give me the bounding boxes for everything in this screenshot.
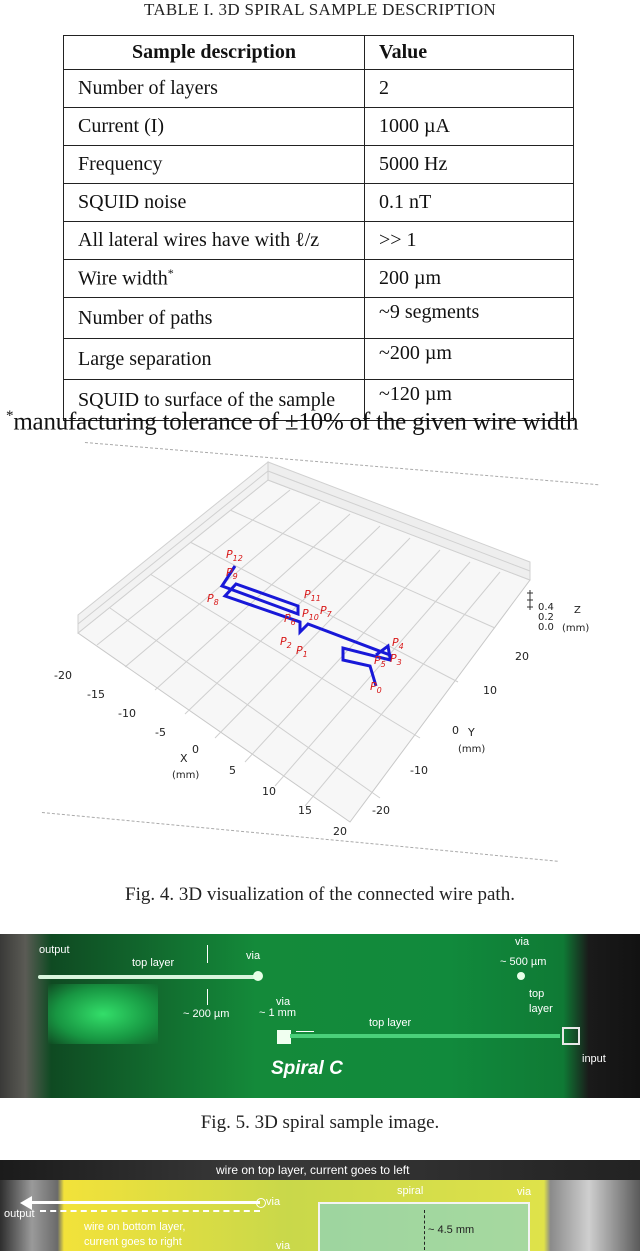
footnote-mark: *	[6, 408, 14, 424]
label-bottom-note-1: wire on bottom layer,	[84, 1221, 186, 1233]
label-via: via	[246, 950, 261, 962]
dimension-arrow-bottom	[207, 989, 208, 1005]
x-tick: 0	[192, 743, 199, 756]
label-top-note: wire on top layer, current goes to left	[216, 1163, 410, 1177]
label-via-mid: via	[276, 996, 291, 1008]
x-tick: 10	[262, 785, 276, 798]
row-value: >> 1	[365, 222, 574, 260]
spiral-current-photo	[0, 1160, 640, 1251]
row-label: Frequency	[64, 146, 365, 184]
label-top-layer: top layer	[132, 957, 175, 969]
z-axis-labels	[538, 602, 589, 634]
y-tick: -10	[410, 764, 428, 777]
x-axis-label: X	[180, 752, 188, 765]
y-tick: 20	[515, 650, 529, 663]
label-via-bottom: via	[276, 1240, 291, 1251]
row-label: SQUID to surface of the sample	[64, 380, 365, 421]
table-row	[64, 70, 574, 108]
point-label-p4: $P_4$	[392, 636, 404, 651]
row-value: 2	[365, 70, 574, 108]
top-layer-wire-mid	[290, 1034, 560, 1038]
point-label-p11: $P_{11}$	[304, 588, 321, 603]
label-via-mid-size: ~ 1 mm	[259, 1007, 296, 1019]
row-value: ~200 µm	[365, 339, 574, 380]
row-label	[64, 260, 365, 298]
x-tick: -10	[118, 707, 136, 720]
point-label-p12: $P_{12}$	[226, 548, 243, 563]
dimension-arrow-top	[207, 945, 208, 963]
input-pad	[562, 1027, 580, 1045]
footnote-marker: *	[167, 266, 174, 281]
label-spiral-name: Spiral C	[271, 1058, 343, 1079]
x-axis-unit: (mm)	[172, 770, 200, 781]
x-tick: -20	[54, 669, 72, 682]
row-label-text: Wire width	[78, 267, 168, 290]
row-label: All lateral wires have with ℓ/z	[64, 222, 365, 260]
point-label-p7: $P_7$	[320, 604, 332, 619]
label-size: ~ 4.5 mm	[428, 1224, 475, 1236]
y-axis-label: Y	[468, 726, 475, 739]
table-row	[64, 298, 574, 339]
footnote-text: manufacturing tolerance of ±10% of the given wire width	[13, 408, 579, 436]
top-layer-wire	[30, 1201, 260, 1204]
glow-region	[48, 984, 158, 1044]
label-top: top	[529, 988, 545, 1000]
label-bottom-note-2: current goes to right	[84, 1236, 182, 1248]
dimension-arrow-mid	[296, 1031, 314, 1032]
label-top-layer-mid: top layer	[369, 1017, 412, 1029]
z-tick: 0.0	[538, 622, 554, 633]
y-tick: 0	[452, 724, 459, 737]
y-axis-unit: (mm)	[458, 744, 486, 755]
y-tick: -20	[372, 804, 390, 817]
label-via-right-size: ~ 500 µm	[500, 956, 547, 968]
y-tick: 10	[483, 684, 497, 697]
header-cell: Sample description	[64, 36, 365, 70]
table-header-row	[64, 36, 574, 70]
header-cell: Value	[365, 36, 574, 70]
size-dimension-line	[424, 1210, 426, 1250]
table-row	[64, 222, 574, 260]
bottom-layer-wire	[40, 1210, 260, 1212]
spiral-sample-photo	[0, 934, 640, 1098]
z-axis-label: Z	[574, 605, 581, 616]
table-row	[64, 260, 574, 298]
point-label-p1: $P_1$	[296, 644, 308, 659]
row-label: SQUID noise	[64, 184, 365, 222]
point-label-p2: $P_2$	[280, 635, 292, 650]
row-label: Large separation	[64, 339, 365, 380]
table-row	[64, 184, 574, 222]
row-value: ~120 µm	[365, 380, 574, 421]
x-tick: 20	[333, 825, 347, 838]
row-value: 1000 µA	[365, 108, 574, 146]
z-tick: 0.2	[538, 612, 554, 623]
row-value: 0.1 nT	[365, 184, 574, 222]
row-label: Number of layers	[64, 70, 365, 108]
table-row	[64, 339, 574, 380]
label-output: output	[39, 944, 70, 956]
table-footnote	[6, 408, 578, 436]
via-right-dot	[517, 972, 525, 980]
z-axis-ticks	[527, 590, 533, 610]
point-label-p10: $P_{10}$	[302, 607, 319, 622]
row-value: 200 µm	[365, 260, 574, 298]
point-label-p0: $P_0$	[370, 680, 382, 695]
row-value: 5000 Hz	[365, 146, 574, 184]
point-label-p6: $P_6$	[284, 612, 296, 627]
label-spiral: spiral	[397, 1185, 424, 1197]
via-left-dot	[253, 971, 263, 981]
row-label: Number of paths	[64, 298, 365, 339]
table-row	[64, 146, 574, 184]
z-axis-unit: (mm)	[562, 623, 590, 634]
label-input: input	[582, 1053, 606, 1065]
label-via-right: via	[517, 1186, 532, 1198]
figure-5-caption: Fig. 5. 3D spiral sample image.	[200, 1112, 440, 1133]
row-value: ~9 segments	[365, 298, 574, 339]
figure-4-caption: Fig. 4. 3D visualization of the connected wire path.	[125, 884, 515, 905]
x-tick: -5	[155, 726, 166, 739]
z-tick: 0.4	[538, 602, 554, 613]
table-row	[64, 108, 574, 146]
table-title: TABLE I. 3D SPIRAL SAMPLE DESCRIPTION	[144, 0, 496, 19]
point-label-p8: $P_8$	[207, 592, 219, 607]
via-left-ring	[256, 1198, 266, 1208]
via-mid-square	[277, 1030, 291, 1044]
label-via-right: via	[515, 936, 530, 948]
point-label-p3: $P_3$	[390, 652, 402, 667]
label-layer: layer	[529, 1003, 553, 1015]
wire-path-3d-plot	[0, 440, 640, 880]
row-label: Current (I)	[64, 108, 365, 146]
label-via-left: via	[266, 1196, 281, 1208]
point-label-p5: $P_5$	[374, 654, 386, 669]
x-tick: 15	[298, 804, 312, 817]
top-layer-wire	[38, 975, 260, 979]
sample-description-table	[63, 35, 574, 421]
x-tick: 5	[229, 764, 236, 777]
label-width: ~ 200 µm	[183, 1008, 230, 1020]
point-label-p9: $P_9$	[226, 566, 238, 581]
x-tick: -15	[87, 688, 105, 701]
label-output: output	[4, 1208, 35, 1220]
